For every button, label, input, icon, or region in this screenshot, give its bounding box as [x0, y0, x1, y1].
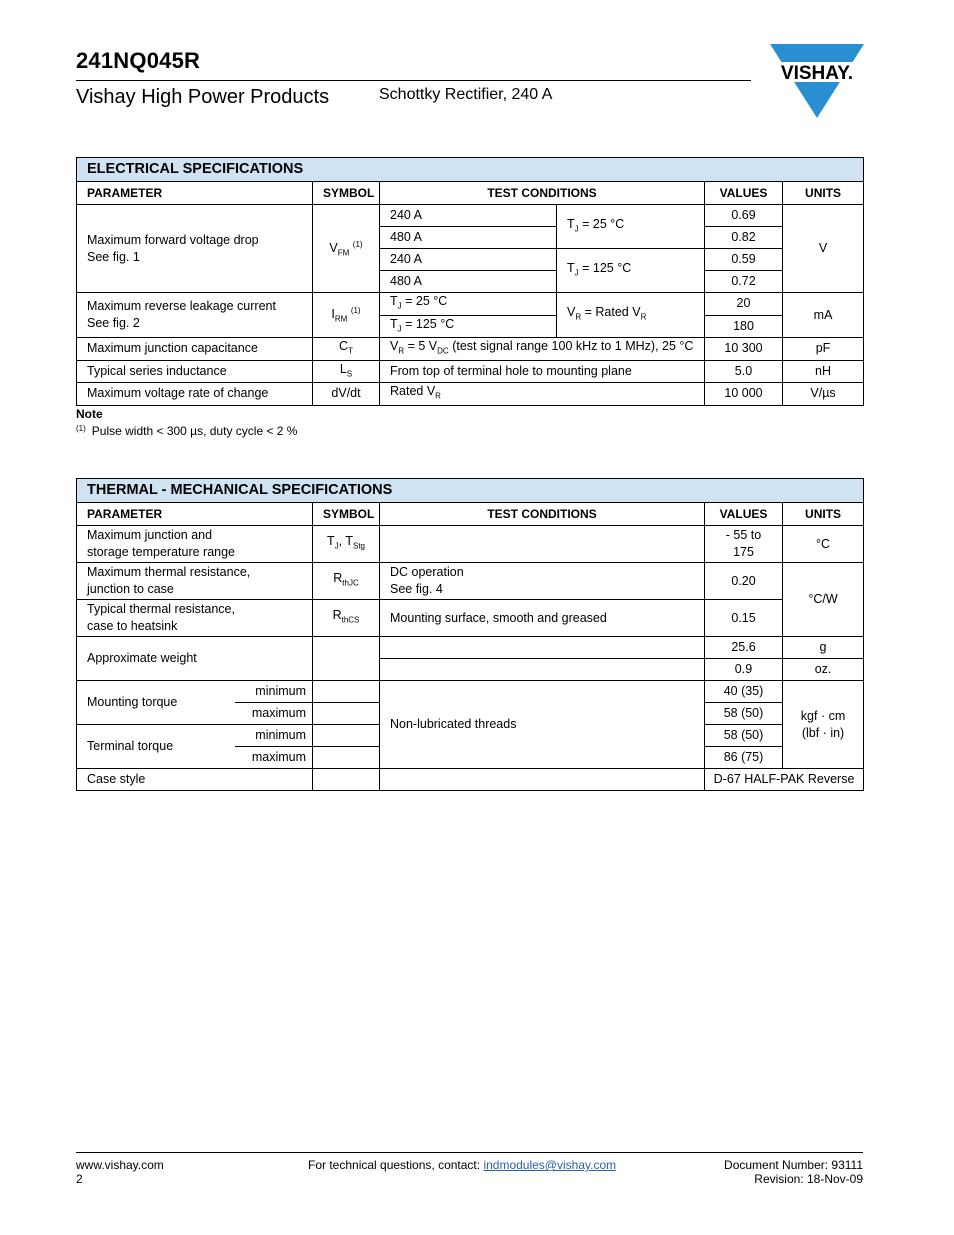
- table-row: [77, 563, 864, 600]
- note-heading: Note: [76, 407, 103, 421]
- table-row: [77, 769, 864, 791]
- param-voltage-rate: Maximum voltage rate of change: [77, 383, 313, 406]
- param-case-style: Case style: [77, 769, 313, 791]
- table-row: [77, 383, 864, 406]
- param-terminal-torque: Terminal torque: [77, 725, 235, 769]
- col-values: VALUES: [705, 503, 783, 526]
- division-name: Vishay High Power Products: [76, 86, 330, 108]
- value-case-style: D-67 HALF-PAK Reverse: [705, 769, 864, 791]
- condition-ls: From top of terminal hole to mounting plane: [380, 360, 705, 383]
- table-row: [77, 338, 864, 361]
- value-cell: 0.15: [705, 600, 783, 637]
- col-units: UNITS: [783, 182, 864, 205]
- symbol-vfm: $V_{FM}$ $^{(1)}$: [313, 205, 380, 293]
- condition-vr-rated: $V_R$ = Rated $V_R$: [557, 293, 705, 338]
- col-parameter: PARAMETER: [77, 503, 313, 526]
- value-cell: 10 300: [705, 338, 783, 361]
- col-test-conditions: TEST CONDITIONS: [380, 182, 705, 205]
- unit-nh: nH: [783, 360, 864, 383]
- col-units: UNITS: [783, 503, 864, 526]
- label-maximum: maximum: [235, 703, 313, 725]
- unit-kgf-cm: kgf · cm (lbf · in): [783, 681, 864, 769]
- symbol-empty: [313, 703, 380, 725]
- contact-email-link[interactable]: indmodules@vishay.com: [483, 1158, 617, 1172]
- thermal-table-title: THERMAL - MECHANICAL SPECIFICATIONS: [77, 479, 864, 503]
- value-cell: 180: [705, 315, 783, 338]
- current-cell: 240 A: [380, 249, 557, 271]
- table-row: [77, 681, 864, 703]
- param-series-inductance: Typical series inductance: [77, 360, 313, 383]
- table-row: [77, 637, 864, 659]
- symbol-empty: [313, 725, 380, 747]
- symbol-ct: $C_T$: [313, 338, 380, 361]
- param-weight: Approximate weight: [77, 637, 313, 681]
- label-maximum: maximum: [235, 747, 313, 769]
- symbol-rthcs: $R_{thCS}$: [313, 600, 380, 637]
- condition-ct: $V_R = 5$ $V_{DC}$ (test signal range 100 kHz to 1 MHz), 25 °C: [380, 338, 705, 361]
- product-subtitle: Schottky Rectifier, 240 A: [379, 86, 553, 103]
- condition-tj125: $T_J = 125$ °C: [557, 249, 705, 293]
- table-header-row: [77, 182, 864, 205]
- value-cell: 5.0: [705, 360, 783, 383]
- condition-rthjc: DC operation See fig. 4: [380, 563, 705, 600]
- electrical-table-title: ELECTRICAL SPECIFICATIONS: [77, 158, 864, 182]
- unit-pf: pF: [783, 338, 864, 361]
- logo-wordmark: VISHAY.: [780, 63, 854, 84]
- condition-tj125: $T_J = 125$ °C: [380, 315, 557, 338]
- header-rule: [76, 80, 751, 81]
- value-cell: - 55 to 175: [705, 526, 783, 563]
- value-cell: 58 (50): [705, 703, 783, 725]
- param-junction-capacitance: Maximum junction capacitance: [77, 338, 313, 361]
- col-symbol: SYMBOL: [313, 182, 380, 205]
- symbol-irm: $I_{RM}$ $^{(1)}$: [313, 293, 380, 338]
- unit-v-per-us: V/µs: [783, 383, 864, 406]
- condition-rthcs: Mounting surface, smooth and greased: [380, 600, 705, 637]
- condition-empty: [380, 769, 705, 791]
- value-cell: 40 (35): [705, 681, 783, 703]
- col-symbol: SYMBOL: [313, 503, 380, 526]
- symbol-ls: $L_S$: [313, 360, 380, 383]
- label-minimum: minimum: [235, 681, 313, 703]
- col-values: VALUES: [705, 182, 783, 205]
- param-forward-voltage: Maximum forward voltage drop See fig. 1: [77, 205, 313, 293]
- current-cell: 480 A: [380, 227, 557, 249]
- symbol-empty: [313, 747, 380, 769]
- footer-page-number: 2: [76, 1172, 83, 1186]
- col-test-conditions: TEST CONDITIONS: [380, 503, 705, 526]
- param-reverse-leakage: Maximum reverse leakage current See fig. 2: [77, 293, 313, 338]
- current-cell: 480 A: [380, 271, 557, 293]
- condition-non-lubricated: Non-lubricated threads: [380, 681, 705, 769]
- param-mounting-torque: Mounting torque: [77, 681, 235, 725]
- table-row: [77, 600, 864, 637]
- footer-contact: For technical questions, contact: indmodules@vishay.com: [308, 1158, 617, 1172]
- value-cell: 25.6: [705, 637, 783, 659]
- condition-empty: [380, 659, 705, 681]
- unit-ma: mA: [783, 293, 864, 338]
- value-cell: 86 (75): [705, 747, 783, 769]
- footer-rule: [76, 1152, 863, 1153]
- value-cell: 10 000: [705, 383, 783, 406]
- value-cell: 0.82: [705, 227, 783, 249]
- condition-tj25: $T_J = 25$ °C: [557, 205, 705, 249]
- value-cell: 20: [705, 293, 783, 316]
- footer-revision: Revision: 18-Nov-09: [754, 1172, 863, 1186]
- symbol-dvdt: dV/dt: [313, 383, 380, 406]
- symbol-tj-tstg: $T_J$, $T_{Stg}$: [313, 526, 380, 563]
- unit-oz: oz.: [783, 659, 864, 681]
- condition-empty: [380, 637, 705, 659]
- footer-doc-number: Document Number: 93111: [724, 1158, 863, 1172]
- value-cell: 0.69: [705, 205, 783, 227]
- value-cell: 0.59: [705, 249, 783, 271]
- condition-tj25: $T_J = 25$ °C: [380, 293, 557, 316]
- condition-dvdt: Rated $V_R$: [380, 383, 705, 406]
- table-row: [77, 360, 864, 383]
- param-thermal-resistance-jc: Maximum thermal resistance, junction to case: [77, 563, 313, 600]
- thermal-mechanical-specifications-table: [76, 478, 864, 791]
- param-thermal-resistance-cs: Typical thermal resistance, case to heatsink: [77, 600, 313, 637]
- symbol-empty: [313, 637, 380, 681]
- unit-degc: °C: [783, 526, 864, 563]
- vishay-logo: [770, 44, 864, 120]
- electrical-specifications-table: [76, 157, 864, 406]
- value-cell: 58 (50): [705, 725, 783, 747]
- condition-empty: [380, 526, 705, 563]
- table-header-row: [77, 503, 864, 526]
- table-row: [77, 293, 864, 316]
- table-row: [77, 205, 864, 227]
- param-junction-storage-temp: Maximum junction and storage temperature range: [77, 526, 313, 563]
- value-cell: 0.72: [705, 271, 783, 293]
- unit-v: V: [783, 205, 864, 293]
- unit-g: g: [783, 637, 864, 659]
- label-minimum: minimum: [235, 725, 313, 747]
- unit-degc-per-w: °C/W: [783, 563, 864, 637]
- value-cell: 0.20: [705, 563, 783, 600]
- current-cell: 240 A: [380, 205, 557, 227]
- symbol-empty: [313, 681, 380, 703]
- value-cell: 0.9: [705, 659, 783, 681]
- note-text: $^{(1)}$ Pulse width < 300 µs, duty cycle < 2 %: [76, 424, 298, 438]
- footer-website: www.vishay.com: [76, 1158, 164, 1172]
- col-parameter: PARAMETER: [77, 182, 313, 205]
- symbol-empty: [313, 769, 380, 791]
- table-row: [77, 526, 864, 563]
- symbol-rthjc: $R_{thJC}$: [313, 563, 380, 600]
- part-number: 241NQ045R: [76, 48, 201, 73]
